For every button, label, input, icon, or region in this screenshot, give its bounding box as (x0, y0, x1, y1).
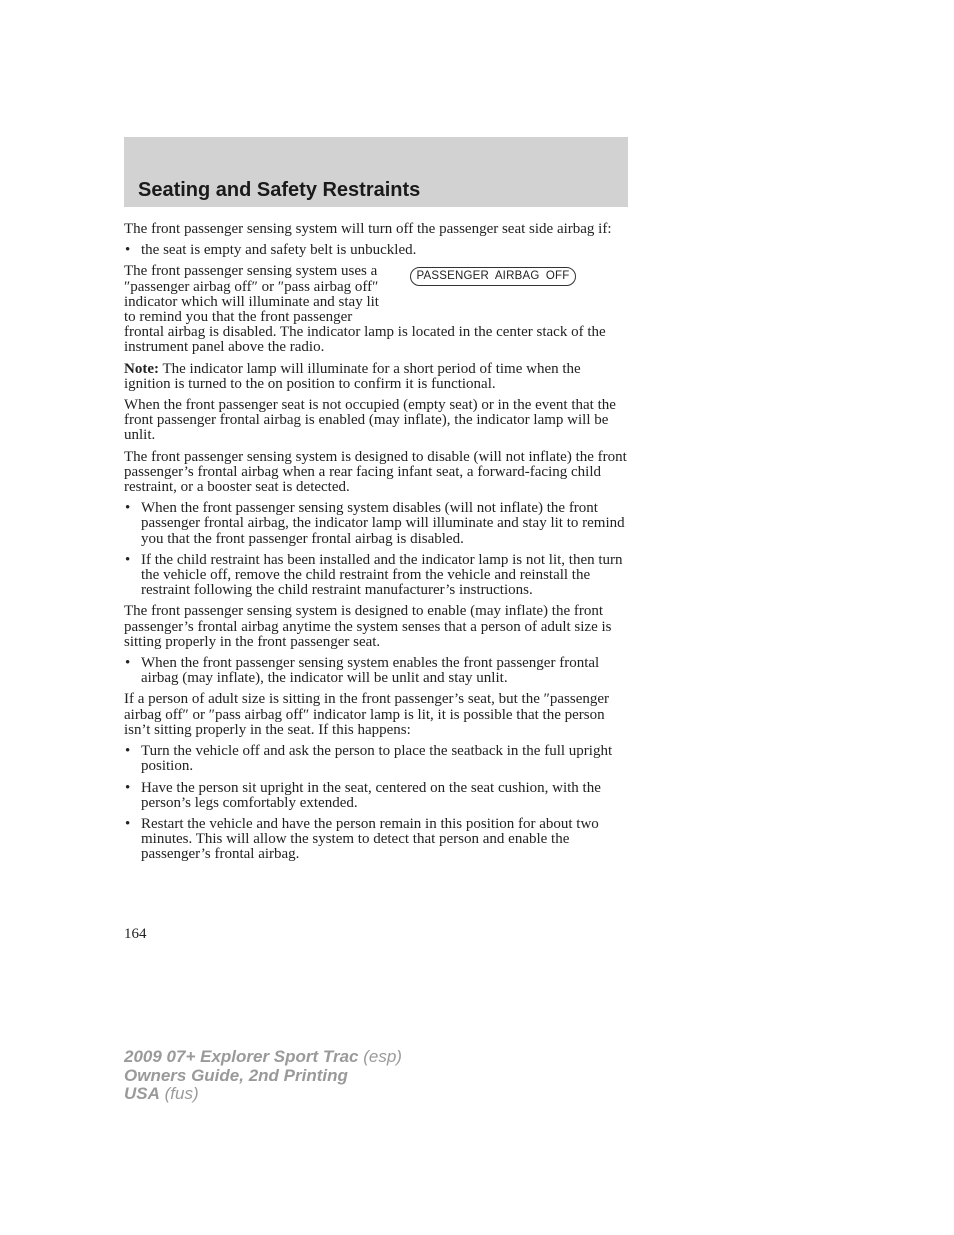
footer-line-market: USA (fus) (124, 1084, 199, 1103)
document-footer (124, 1048, 402, 1104)
bullet-list-corrective-steps (124, 744, 628, 862)
list-item: • Have the person sit upright in the seat, centered on the seat cushion, with the person’s legs comfortably extended. (124, 781, 628, 811)
note-paragraph (124, 362, 628, 392)
paragraph-enable: The front passenger sensing system is designed to enable (may inflate) the front passenger’s frontal airbag anytime the system senses that a person of adult size is sitting properly in the front passenger seat. (124, 603, 612, 650)
passenger-airbag-off-indicator-icon: PASSENGER AIRBAG OFF (410, 267, 576, 286)
list-item: • When the front passenger sensing system disables (will not inflate) the front passenger frontal airbag, the indicator lamp will illuminate and stay lit to remind you that the front passenger frontal airbag is disabled. (124, 501, 628, 547)
list-item: • If the child restraint has been installed and the indicator lamp is not lit, then turn the vehicle off, remove the child restraint from the vehicle and reinstall the restraint following the child restraint manufacturer’s instructions. (124, 553, 628, 599)
paragraph-indicator-description: The front passenger sensing system uses a ″passenger airbag off″ or ″pass airbag off″ indicator which will illuminate and stay lit to remind you that the front passenger frontal airbag is disabled. The indicator lamp is located in the center stack of the instrument panel above the radio. (124, 263, 606, 356)
bullet-list-empty-seat (124, 243, 628, 258)
list-item: • Turn the vehicle off and ask the person to place the seatback in the full upright position. (124, 744, 628, 774)
bullet-list-enable (124, 656, 628, 686)
section-header-band (124, 137, 628, 207)
indicator-illustration (396, 264, 628, 320)
page-number: 164 (124, 926, 147, 942)
paragraph-adult-lamp-lit: If a person of adult size is sitting in the front passenger’s seat, but the ″passenger airbag off″ or ″pass airbag off″ indicator lamp is lit, it is possible that the person isn’t sitting properly in the seat. If this happens: (124, 691, 610, 738)
footer-line-model: 2009 07+ Explorer Sport Trac (esp) (124, 1047, 402, 1066)
bullet-list-disable (124, 501, 628, 598)
note-text: The indicator lamp will illuminate for a short period of time when the ignition is turned to the on position to confirm it is functional. (124, 360, 581, 392)
list-item: • Restart the vehicle and have the person remain in this position for about two minutes. This will allow the system to detect that person and enable the passenger’s frontal airbag. (124, 817, 628, 863)
paragraph-unoccupied: When the front passenger seat is not occupied (empty seat) or in the event that the front passenger frontal airbag is enabled (may inflate), the indicator lamp will be unlit. (124, 397, 616, 444)
paragraph-disable: The front passenger sensing system is designed to disable (will not inflate) the front passenger’s frontal airbag when a rear facing infant seat, a forward-facing child restraint, or a booster seat is detected. (124, 448, 627, 496)
page-body (124, 222, 628, 869)
section-title: Seating and Safety Restraints (138, 179, 421, 201)
list-item: • the seat is empty and safety belt is unbuckled. (124, 243, 628, 258)
footer-line-edition: Owners Guide, 2nd Printing (124, 1065, 348, 1085)
paragraph-intro: The front passenger sensing system will turn off the passenger seat side airbag if: (124, 221, 612, 237)
list-item: • When the front passenger sensing system enables the front passenger frontal airbag (may inflate), the indicator will be unlit and stay unlit. (124, 656, 628, 686)
note-label: Note: (124, 360, 159, 377)
